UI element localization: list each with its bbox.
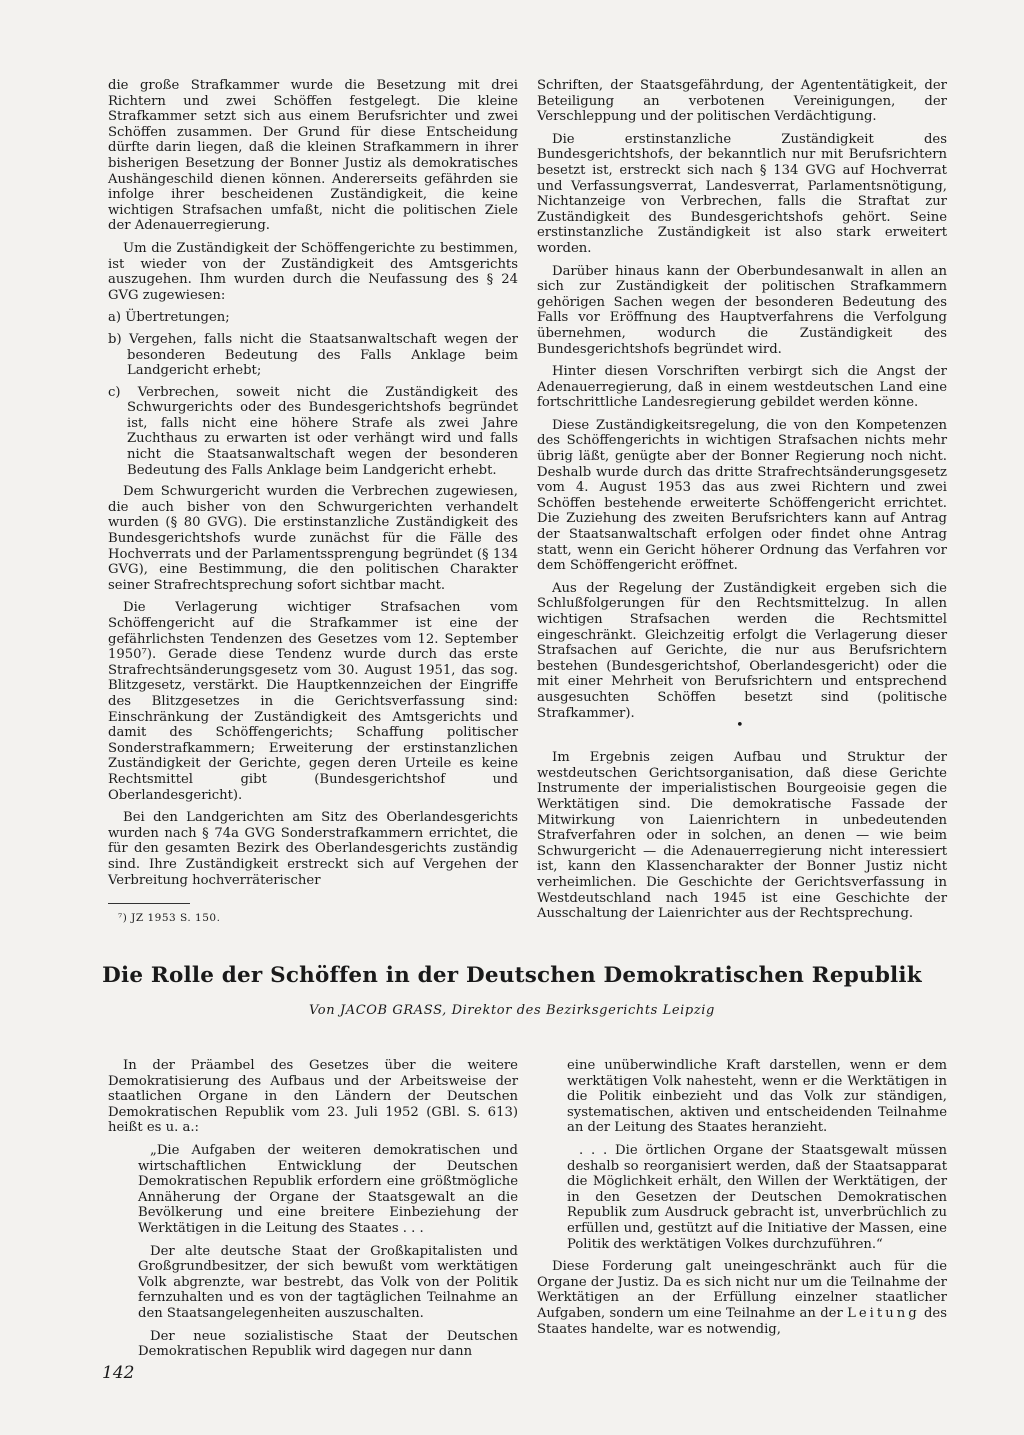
paragraph: Hinter diesen Vorschriften verbirgt sich die Angst der Adenauerregierung, daß in einem westdeutschen Land eine fortschrittliche Landesregierung gebildet werden könne.	[537, 364, 947, 411]
paragraph: In der Präambel des Gesetzes über die weitere Demokratisierung des Aufbaus und der Arbeitsweise der staatlichen Organe in den Ländern der Deutschen Demokratischen Republik vom 23. Juli 1952 (GBl. S. 613) heißt es u. a.:	[108, 1058, 518, 1136]
paragraph: Dem Schwurgericht wurden die Verbrechen zugewiesen, die auch bisher von den Schwurgerichten verhandelt wurden (§ 80 GVG). Die erstinstanzliche Zuständigkeit des Bundesgerichtshofs wurde zunächst für die Fälle des Hochverrats und der Parlamentssprengung begründet (§ 134 GVG), eine Bestimmung, die den politischen Charakter seiner Strafrechtsprechung sofort sichtbar macht.	[108, 484, 518, 593]
quote-paragraph: . . . Die örtlichen Organe der Staatsgewalt müssen deshalb so reorganisiert werden, daß der Staatsapparat die Möglichkeit erhält, den Willen der Werktätigen, der in den Gesetzen der Deutschen Demokratischen Republik zum Ausdruck gebracht ist, unverbrüchlich zu erfüllen und, gestützt auf die Initiative der Massen, eine Politik des werktätigen Volkes durchzuführen.“	[567, 1142, 947, 1252]
quote-paragraph: „Die Aufgaben der weiteren demokratischen und wirtschaftlichen Entwicklung der Deutschen Demokratischen Republik erfordern eine größtmögliche Annäherung der Organe der Staatsgewalt an die Bevölkerung und eine breitere Einbeziehung der Werktätigen in die Leitung des Staates . . .	[138, 1142, 518, 1236]
paragraph: Im Ergebnis zeigen Aufbau und Struktur der westdeutschen Gerichtsorganisation, daß diese Gerichte Instrumente der imperialistischen Bourgeoisie gegen die Werktätigen sind. Die demokratische Fassade der Mitwirkung von Laienrichtern in unbedeutenden Strafverfahren oder in solchen, an denen — wie beim Schwurgericht — die Adenauerregierung nicht interessiert ist, kann den Klassencharakter der Bonner Justiz nicht verheimlichen. Die Geschichte der Gerichtsverfassung in Westdeutschland nach 1945 ist eine Geschichte der Ausschaltung der Laienrichter aus der Rechtsprechung.	[537, 750, 947, 922]
section-separator-star: •	[736, 718, 744, 733]
paragraph: Diese Zuständigkeitsregelung, die von den Kompetenzen des Schöffengerichts in wichtigen Strafsachen nichts mehr übrig läßt, genügte aber der Bonner Regierung noch nicht. Deshalb wurde durch das dritte Strafrechtsänderungsgesetz vom 4. August 1953 das aus zwei Richtern und zwei Schöffen bestehende erweiterte Schöffengericht errichtet. Die Zuziehung des zweiten Berufsrichters kann auf Antrag der Staatsanwaltschaft erfolgen oder findet ohne Antrag statt, wenn ein Gericht höherer Ordnung das Verfahren vor dem Schöffengericht eröffnet.	[537, 417, 947, 574]
list-item: a) Übertretungen;	[108, 310, 230, 326]
paragraph: Schriften, der Staatsgefährdung, der Agententätigkeit, der Beteiligung an verbotenen Vereinigungen, der Verschleppung und der politischen Verdächtigung.	[537, 78, 947, 125]
page-number: 142	[102, 1363, 135, 1383]
paragraph-text: des Staates handelte, war es notwendig,	[537, 1305, 947, 1337]
column-top-right	[537, 78, 947, 929]
emphasized-word: Leitung	[847, 1305, 920, 1321]
paragraph: Die erstinstanzliche Zuständigkeit des Bundesgerichtshofs, der bekanntlich nur mit Berufsrichtern besetzt ist, erstreckt sich nach § 134 GVG auf Hochverrat und Verfassungsverrat, Landesverrat, Parlamentsnötigung, Nichtanzeige von Verbrechen, falls die Straftat zur Zuständigkeit des Bundesgerichtshofs gehört. Seine erstinstanzliche Zuständigkeit ist also stark erweitert worden.	[537, 131, 947, 256]
paragraph: Bei den Landgerichten am Sitz des Oberlandesgerichts wurden nach § 74a GVG Sonderstrafkammern errichtet, die für den gesamten Bezirk des Oberlandesgerichts zuständig sind. Ihre Zuständigkeit erstreckt sich auf Vergehen der Verbreitung hochverräterischer	[108, 810, 518, 888]
footnote-divider	[108, 903, 190, 904]
article-byline: Von JACOB GRASS, Direktor des Bezirksgerichts Leipzig	[309, 1003, 715, 1018]
paragraph: Um die Zuständigkeit der Schöffengerichte zu bestimmen, ist wieder von der Zuständigkeit des Amtsgerichts auszugehen. Ihm wurden durch die Neufassung des § 24 GVG zugewiesen:	[108, 240, 518, 303]
column-bottom-left	[108, 1058, 518, 1367]
paragraph: Die Verlagerung wichtiger Strafsachen vom Schöffengericht auf die Strafkammer ist eine der gefährlichsten Tendenzen des Gesetzes vom 12. September 1950⁷). Gerade diese Tendenz wurde durch das erste Strafrechtsänderungsgesetz vom 30. August 1951, das sog. Blitzgesetz, verstärkt. Die Hauptkennzeichen der Eingriffe des Blitzgesetzes in die Gerichtsverfassung sind: Einschränkung der Zuständigkeit des Amtsgerichts und damit des Schöffengerichts; Schaffung politischer Sonderstrafkammern; Erweiterung der erstinstanzlichen Zuständigkeit der Gerichte, gegen deren Urteile es keine Rechtsmittel gibt (Bundesgerichtshof und Oberlandesgericht).	[108, 600, 518, 803]
list-item: c) Verbrechen, soweit nicht die Zuständigkeit des Schwurgerichts oder des Bundesgerichtshofs begründet ist, falls nicht eine höhere Strafe als zwei Jahre Zuchthaus zu erwarten ist oder verhängt wird und falls nicht die Staatsanwaltschaft wegen der besonderen Bedeutung des Falls Anklage beim Landgericht erhebt.	[108, 384, 518, 478]
article-title: Die Rolle der Schöffen in der Deutschen Demokratischen Republik	[102, 963, 922, 988]
column-top-left	[108, 78, 518, 895]
paragraph: Aus der Regelung der Zuständigkeit ergeben sich die Schlußfolgerungen für den Rechtsmittelzug. In allen wichtigen Strafsachen werden die Rechtsmittel eingeschränkt. Gleichzeitig erfolgt die Verlagerung dieser Strafsachen auf Gerichte, die nur aus Berufsrichtern bestehen (Bundesgerichtshof, Oberlandesgericht) oder die mit einer Mehrheit von Berufsrichtern und entsprechend ausgesuchten Schöffen besetzt sind (politische Strafkammer).	[537, 580, 947, 721]
paragraph	[537, 1259, 947, 1337]
paragraph: die große Strafkammer wurde die Besetzung mit drei Richtern und zwei Schöffen festgelegt. Die kleine Strafkammer setzt sich aus einem Berufsrichter und zwei Schöffen zusammen. Der Grund für diese Entscheidung dürfte darin liegen, daß die kleinen Strafkammern in ihrer bisherigen Besetzung der Bonner Justiz als demokratisches Aushängeschild dienen können. Andererseits gefährden sie infolge ihrer bescheidenen Zuständigkeit, die keine wichtigen Strafsachen umfaßt, nicht die politischen Ziele der Adenauerregierung.	[108, 78, 518, 234]
column-bottom-right	[537, 1058, 947, 1344]
footnote: ⁷) JZ 1953 S. 150.	[118, 912, 221, 924]
paragraph-text: Diese Forderung galt uneingeschränkt auch für die Organe der Justiz. Da es sich nicht nur um die Teilnahme der Werktätigen an der Erfüllung einzelner staatlicher Aufgaben, sondern um eine Teilnahme an der	[537, 1259, 947, 1321]
list-item: b) Vergehen, falls nicht die Staatsanwaltschaft wegen der besonderen Bedeutung des Falls Anklage beim Landgericht erhebt;	[108, 331, 518, 379]
quote-paragraph: Der neue sozialistische Staat der Deutschen Demokratischen Republik wird dagegen nur dann	[138, 1328, 518, 1360]
quote-paragraph: eine unüberwindliche Kraft darstellen, wenn er dem werktätigen Volk nahesteht, wenn er die Werktätigen in die Politik einbezieht und das Volk zur ständigen, systematischen, aktiven und entscheidenden Teilnahme an der Leitung des Staates heranzieht.	[567, 1058, 947, 1136]
quote-paragraph: Der alte deutsche Staat der Großkapitalisten und Großgrundbesitzer, der sich bewußt vom werktätigen Volk abgrenzte, war bestrebt, das Volk von der Politik fernzuhalten und es von der tagtäglichen Teilnahme an den Staatsangelegenheiten auszuschalten.	[138, 1243, 518, 1321]
paragraph: Darüber hinaus kann der Oberbundesanwalt in allen an sich zur Zuständigkeit der politischen Strafkammern gehörigen Sachen wegen der besonderen Bedeutung des Falls vor Eröffnung des Hauptverfahrens die Verfolgung übernehmen, wodurch die Zuständigkeit des Bundesgerichtshofs begründet wird.	[537, 263, 947, 357]
